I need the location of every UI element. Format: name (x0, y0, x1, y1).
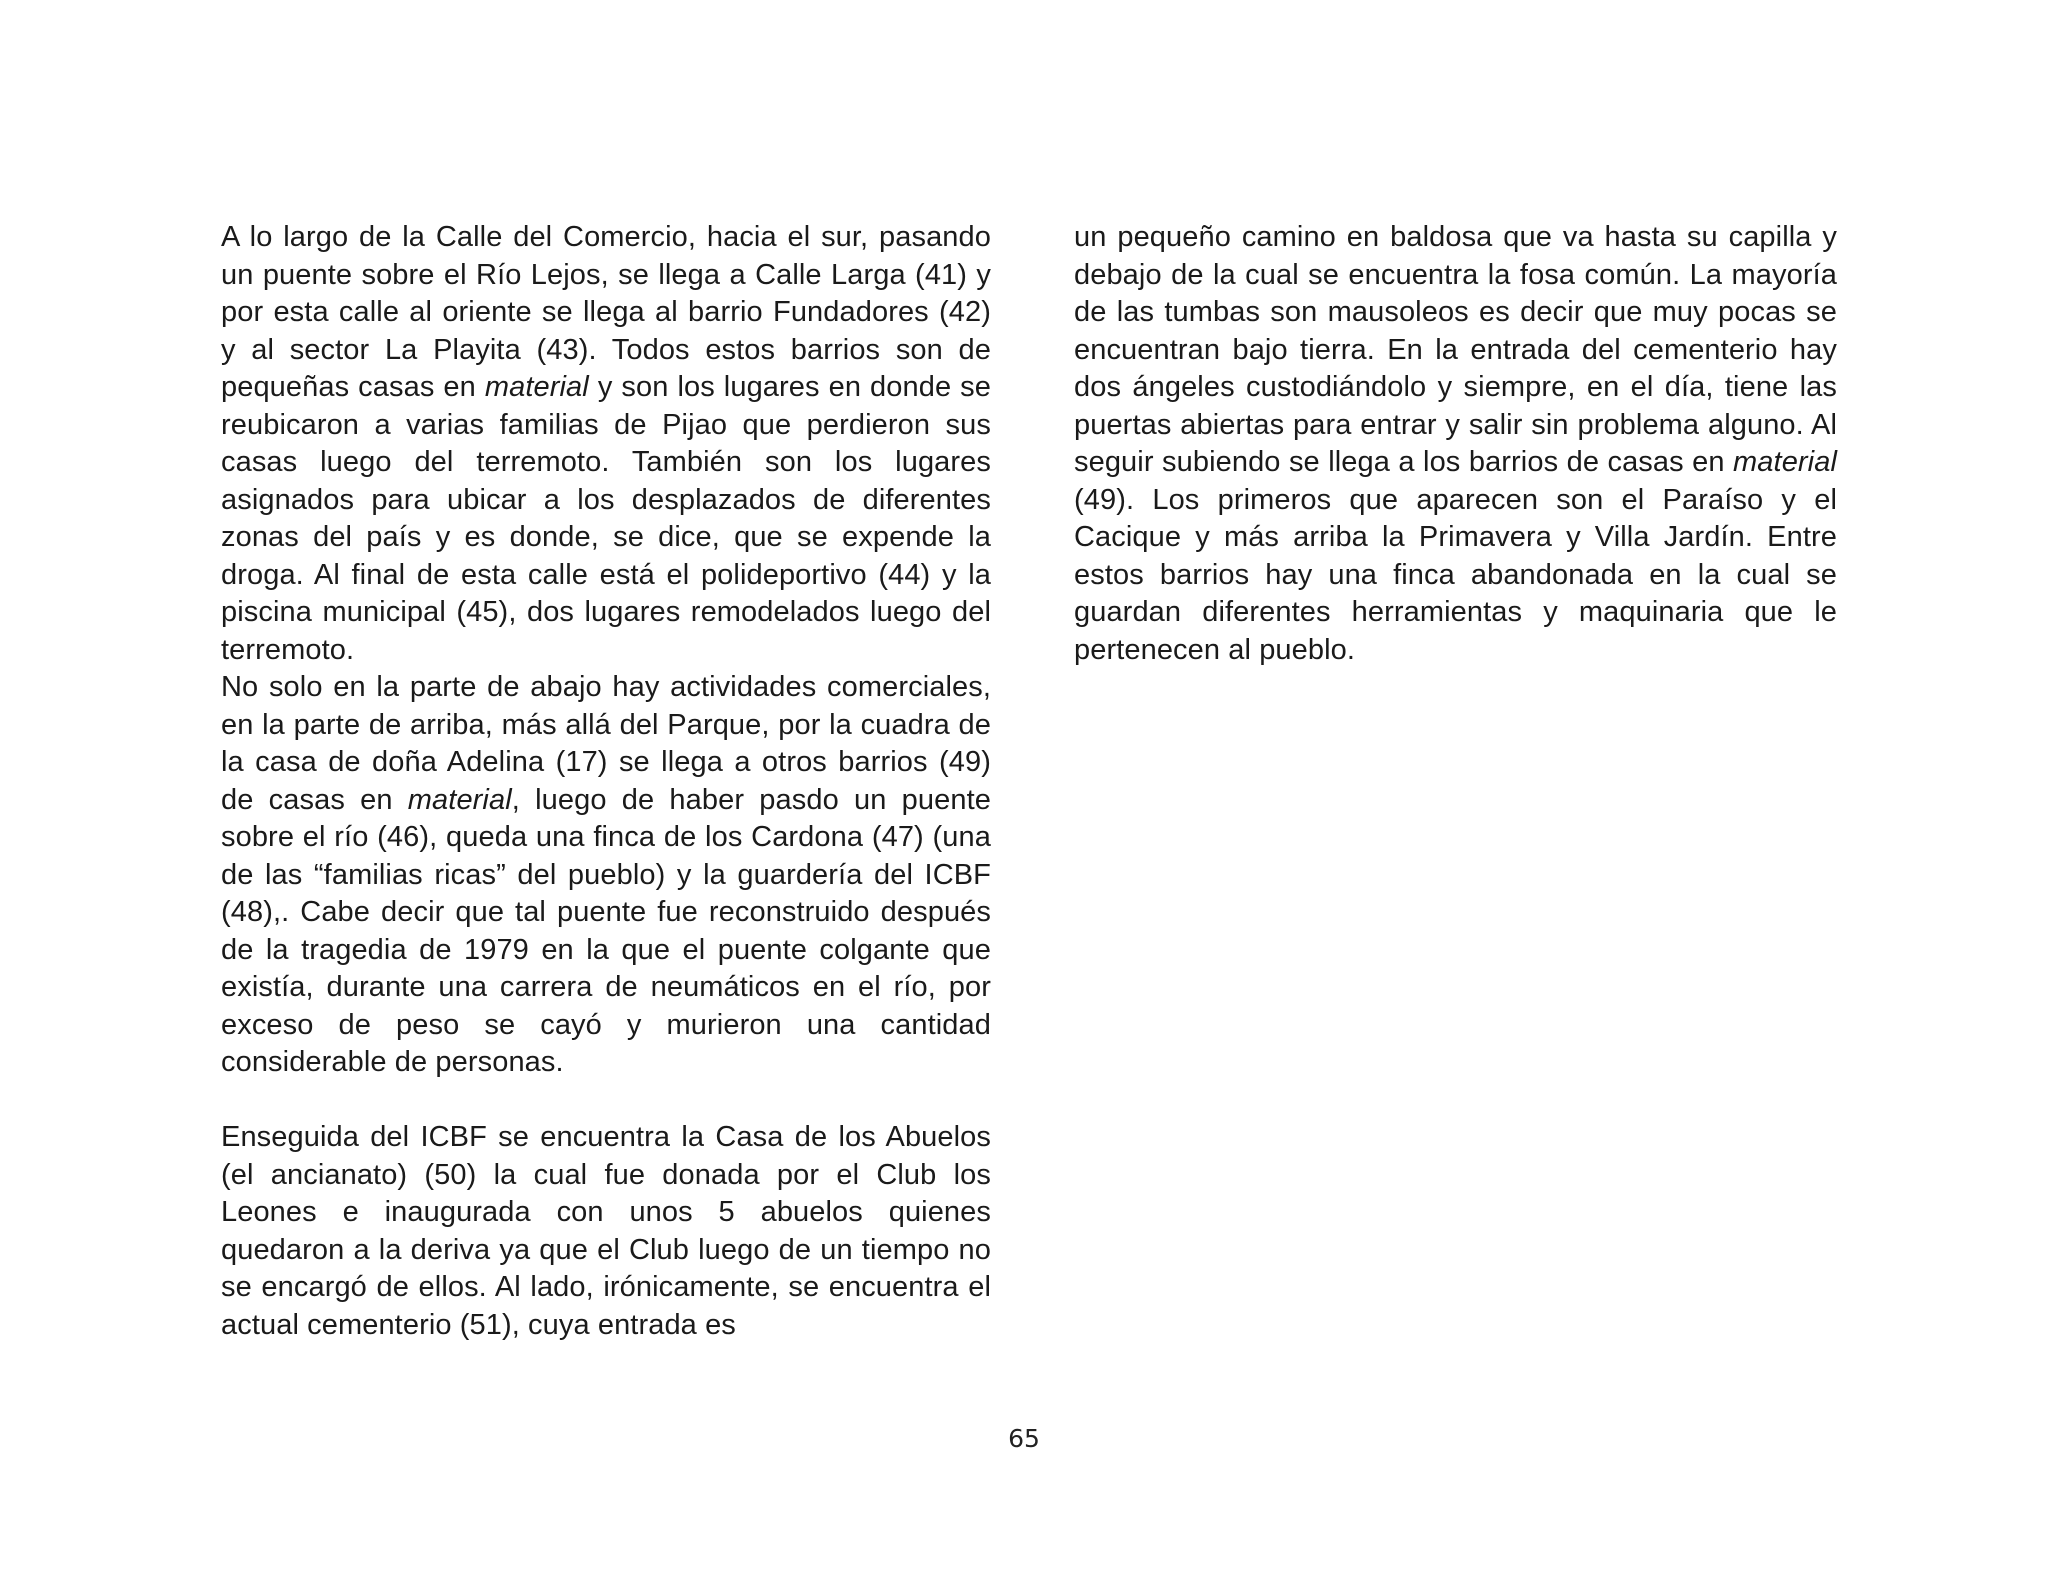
paragraph-casa-de-los-abuelos (221, 1119, 991, 1344)
italic-term: material (1733, 446, 1837, 478)
paragraph-calle-larga (221, 219, 991, 669)
text-run: Enseguida del ICBF se encuentra la Casa de los Abuelos (el ancianato) (50) la cual fue donada por el Club los Leones e inaugurada con unos 5 abuelos quienes quedaron a la deriva ya que el Club luego de un tiempo no se encargó de ellos. Al lado, irónicamente, se encuentra el actual cementerio (51), cuya entrada es (221, 1121, 991, 1341)
paragraph-cementerio (1074, 219, 1837, 669)
paragraph-spacer (221, 1082, 991, 1120)
right-column (1074, 219, 1837, 669)
text-run: y son los lugares en donde se reubicaron a varias familias de Pijao que perdieron sus casas luego del terremoto. También son los lugares asignados para ubicar a los desplazados de diferentes zonas del país y es donde, se dice, que se expende la droga. Al final de esta calle está el polideportivo (44) y la piscina municipal (45), dos lugares remodelados luego del terremoto. (221, 371, 991, 666)
italic-term: material (407, 783, 512, 816)
left-column (221, 219, 991, 1344)
text-run: un pequeño camino en baldosa que va hasta su capilla y debajo de la cual se encuentra la fosa común. La mayoría de las tumbas son mausoleos es decir que muy pocas se encuentran bajo tierra. En la entrada del cementerio hay dos ángeles custodiándolo y siempre, en el día, tiene las puertas abiertas para entrar y salir sin problema alguno. Al seguir subiendo se llega a los barrios de casas en (1074, 221, 1837, 478)
paragraph-parte-de-arriba (221, 669, 991, 1082)
text-run: No solo en la parte de abajo hay actividades comerciales, en la parte de arriba, más allá del Parque, por la cuadra de la casa de doña Adelina (17) se llega a otros barrios (49) de casas en (221, 671, 991, 816)
text-run: (49). Los primeros que aparecen son el Paraíso y el Cacique y más arriba la Primavera y Villa Jardín. Entre estos barrios hay una finca abandonada en la cual se guardan diferentes herramientas y maquinaria que le pertenecen al pueblo. (1074, 483, 1837, 666)
text-run: A lo largo de la Calle del Comercio, hacia el sur, pasando un puente sobre el Río Lejos, se llega a Calle Larga (41) y por esta calle al oriente se llega al barrio Fundadores (42) y al sector La Playita (43). Todos estos barrios son de pequeñas casas en (221, 221, 991, 403)
italic-term: material (484, 371, 589, 403)
text-run: , luego de haber pasdo un puente sobre el río (46), queda una finca de los Cardona (47) (una de las “familias ricas” del pueblo) y la guardería del ICBF (48),. Cabe decir que tal puente fue reconstruido después de la tragedia de 1979 en la que el puente colgante que existía, durante una carrera de neumáticos en el río, por exceso de peso se cayó y murieron una cantidad considerable de personas. (221, 783, 991, 1078)
page-number: 65 (1008, 1424, 1040, 1453)
